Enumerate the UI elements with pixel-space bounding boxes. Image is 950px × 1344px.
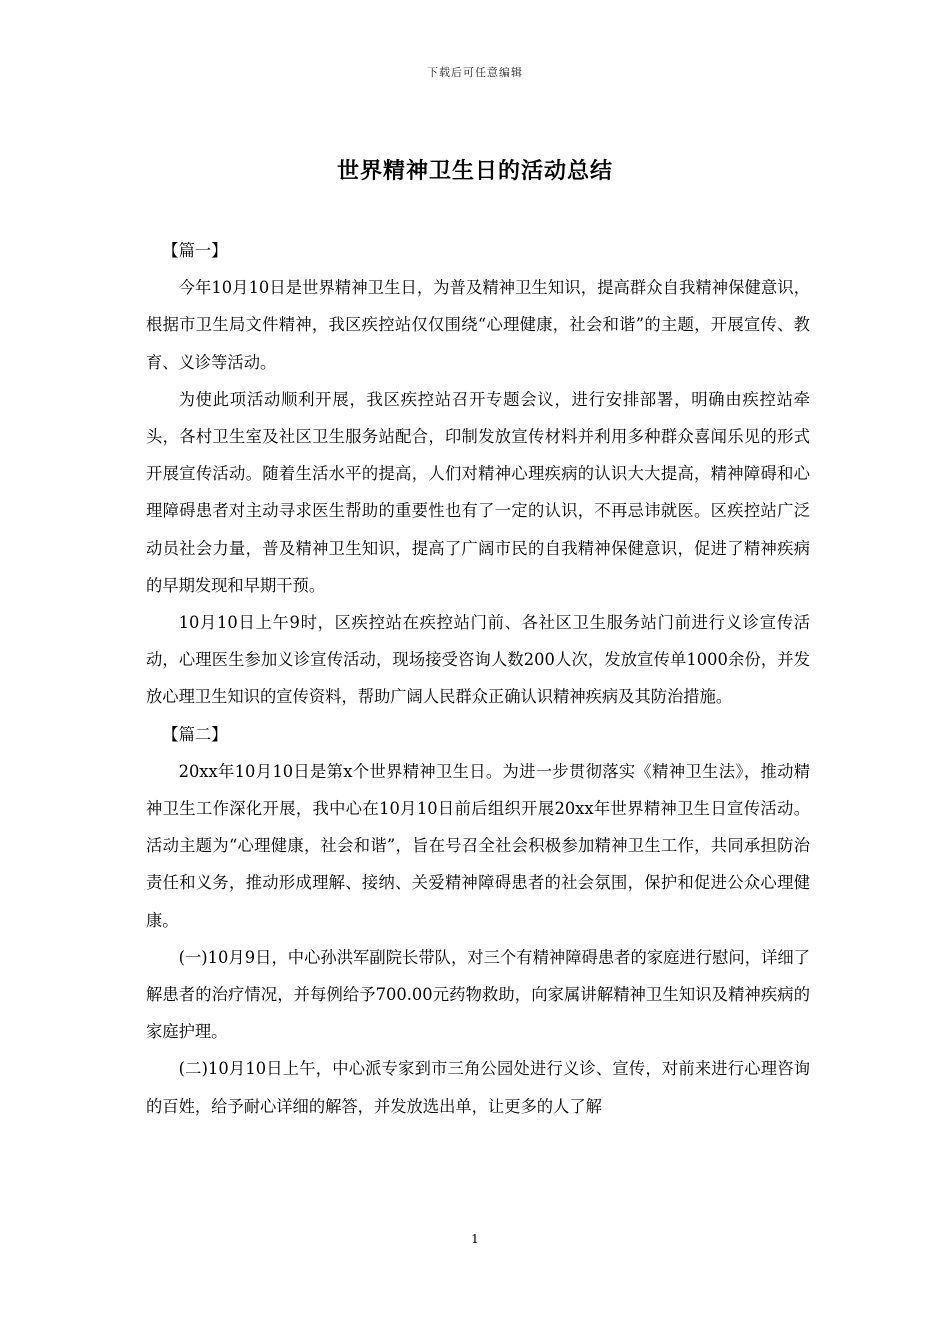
body-paragraph: (二)10月10日上午，中心派专家到市三角公园处进行义诊、宣传，对前来进行心理咨询的百姓，给予耐心详细的解答，并发放选出单，让更多的人了解 [146, 1059, 810, 1116]
section-heading: 【篇二】 [162, 724, 228, 744]
body-paragraph: 10月10日上午9时，区疾控站在疾控站门前、各社区卫生服务站门前进行义诊宣传活动，心理医生参加义诊宣传活动，现场接受咨询人数200人次，发放宣传单1000余份，并发放心理卫生知识的宣传资料，帮助广阔人民群众正确认识精神疾病及其防治措施。 [146, 613, 810, 707]
body-paragraph: 20xx年10月10日是第x个世界精神卫生日。为进一步贯彻落实《精神卫生法》，推动精神卫生工作深化开展，我中心在10月10日前后组织开展20xx年世界精神卫生日宣传活动。活动主题为“心理健康，社会和谐”，旨在号召全社会积极参加精神卫生工作，共同承担防治责任和义务，推动形成理解、接纳、关爱精神障碍患者的社会氛围，保护和促进公众心理健康。 [146, 761, 810, 930]
section-heading: 【篇一】 [162, 241, 228, 260]
page-number: 1 [471, 1232, 479, 1246]
page-header: 下载后可任意编辑 [427, 66, 523, 79]
document-body [146, 232, 810, 1125]
body-paragraph: 今年10月10日是世界精神卫生日，为普及精神卫生知识，提高群众自我精神保健意识，根据市卫生局文件精神，我区疾控站仅仅围绕“心理健康，社会和谐”的主题，开展宣传、教育、义诊等活动。 [146, 278, 810, 372]
body-paragraph: (一)10月9日，中心孙洪军副院长带队，对三个有精神障碍患者的家庭进行慰问，详细了解患者的治疗情况，并每例给予700.00元药物救助，向家属讲解精神卫生知识及精神疾病的家庭护理。 [146, 947, 810, 1042]
document-title: 世界精神卫生日的活动总结 [336, 159, 613, 184]
body-paragraph: 为使此项活动顺利开展，我区疾控站召开专题会议，进行安排部署，明确由疾控站牵头，各村卫生室及社区卫生服务站配合，印制发放宣传材料并利用多种群众喜闻乐见的形式开展宣传活动。随着生活水平的提高，人们对精神心理疾病的认识大大提高，精神障碍和心理障碍患者对主动寻求医生帮助的重要性也有了一定的认识，不再忌讳就医。区疾控站广泛动员社会力量，普及精神卫生知识，提高了广阔市民的自我精神保健意识，促进了精神疾病的早期发现和早期干预。 [146, 389, 810, 595]
